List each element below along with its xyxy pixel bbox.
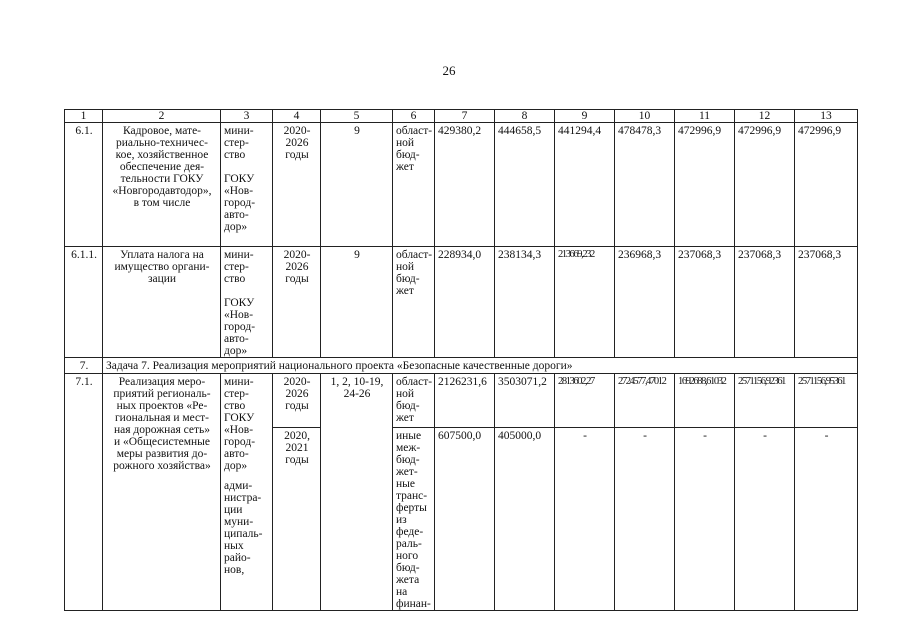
value-2021: 3503071,2 [495,374,555,428]
executor-ministry: мини- стер- ство [224,249,254,285]
col-number-11: 11 [675,110,735,123]
value-2026: 472996,9 [795,123,858,247]
value-2020: 607500,0 [435,428,495,611]
page-number: 26 [442,63,456,78]
value-2024: 1692688,61032 [675,374,735,428]
col-number-7: 7 [435,110,495,123]
col-number-8: 8 [495,110,555,123]
value-2026: 2571156,95361 [795,374,858,428]
funding-source: иные меж- бюд- жет- ные транс- ферты из феде- раль- ного бюд- жета на финан- [393,428,435,611]
col-number-1: 1 [65,110,103,123]
value-2024: 472996,9 [675,123,735,247]
program-table [64,109,858,611]
activity-name: Кадровое, мате- риально-техничес- кое, хозяйственное обеспечение дея- тельности ГОКУ «Новгородавтодор», в том числе [103,123,221,247]
executor-municipal-administrations: адми- нистра- ции муни- ципаль- ных райо- нов, [224,480,263,576]
years: 2020- 2026 годы [273,247,321,358]
col-number-6: 6 [393,110,435,123]
value-2024: 237068,3 [675,247,735,358]
executor-goku: ГОКУ «Нов- город- авто- дор» [224,412,256,472]
value-2025: - [735,428,795,611]
value-2025: 472996,9 [735,123,795,247]
row-number: 6.1. [65,123,103,247]
executor-ministry: мини- стер- ство [224,376,254,412]
executors [221,374,273,611]
executor-goku: ГОКУ «Нов- город- авто- дор» [224,173,256,233]
target-indicators: 1, 2, 10-19, 24-26 [321,374,393,611]
col-number-3: 3 [221,110,273,123]
value-2026: 237068,3 [795,247,858,358]
executor-goku: ГОКУ «Нов- город- авто- дор» [224,297,256,357]
col-number-2: 2 [103,110,221,123]
value-2026: - [795,428,858,611]
value-2021: 238134,3 [495,247,555,358]
col-number-12: 12 [735,110,795,123]
executors [221,123,273,247]
col-number-9: 9 [555,110,615,123]
years: 2020- 2026 годы [273,123,321,247]
col-number-5: 5 [321,110,393,123]
value-2023: 2724577,47012 [615,374,675,428]
executor-ministry: мини- стер- ство [224,125,254,161]
funding-source: област- ной бюд- жет [393,123,435,247]
value-2025: 237068,3 [735,247,795,358]
column-number-row [65,110,858,123]
years: 2020- 2026 годы [273,374,321,428]
value-2022: 213669,232 [555,247,615,358]
col-number-13: 13 [795,110,858,123]
value-2020: 2126231,6 [435,374,495,428]
value-2022: - [555,428,615,611]
target-indicators: 9 [321,123,393,247]
col-number-10: 10 [615,110,675,123]
value-2020: 429380,2 [435,123,495,247]
table-row-task-7 [65,358,858,374]
activity-name: Реализация меро- приятий региональ- ных проектов «Ре- гиональная и мест- ная дорожная сеть» и «Общесистемные меры развития до- рожного хозяйства» [103,374,221,611]
years: 2020, 2021 годы [273,428,321,611]
task-title: Задача 7. Реализация мероприятий национального проекта «Безопасные качественные дороги» [103,358,858,374]
row-number: 7.1. [65,374,103,611]
col-number-4: 4 [273,110,321,123]
table-row-6-1-1 [65,247,858,358]
value-2022: 2813602,27 [555,374,615,428]
value-2023: 478478,3 [615,123,675,247]
executors [221,247,273,358]
activity-name: Уплата налога на имущество органи- зации [103,247,221,358]
funding-source: област- ной бюд- жет [393,247,435,358]
funding-source: област- ной бюд- жет [393,374,435,428]
table-row-6-1 [65,123,858,247]
value-2021: 405000,0 [495,428,555,611]
value-2023: - [615,428,675,611]
value-2020: 228934,0 [435,247,495,358]
value-2021: 444658,5 [495,123,555,247]
value-2024: - [675,428,735,611]
row-number: 7. [65,358,103,374]
row-number: 6.1.1. [65,247,103,358]
value-2025: 2571156,92361 [735,374,795,428]
table-row-7-1-regional-budget [65,374,858,428]
target-indicators: 9 [321,247,393,358]
value-2022: 441294,4 [555,123,615,247]
value-2023: 236968,3 [615,247,675,358]
